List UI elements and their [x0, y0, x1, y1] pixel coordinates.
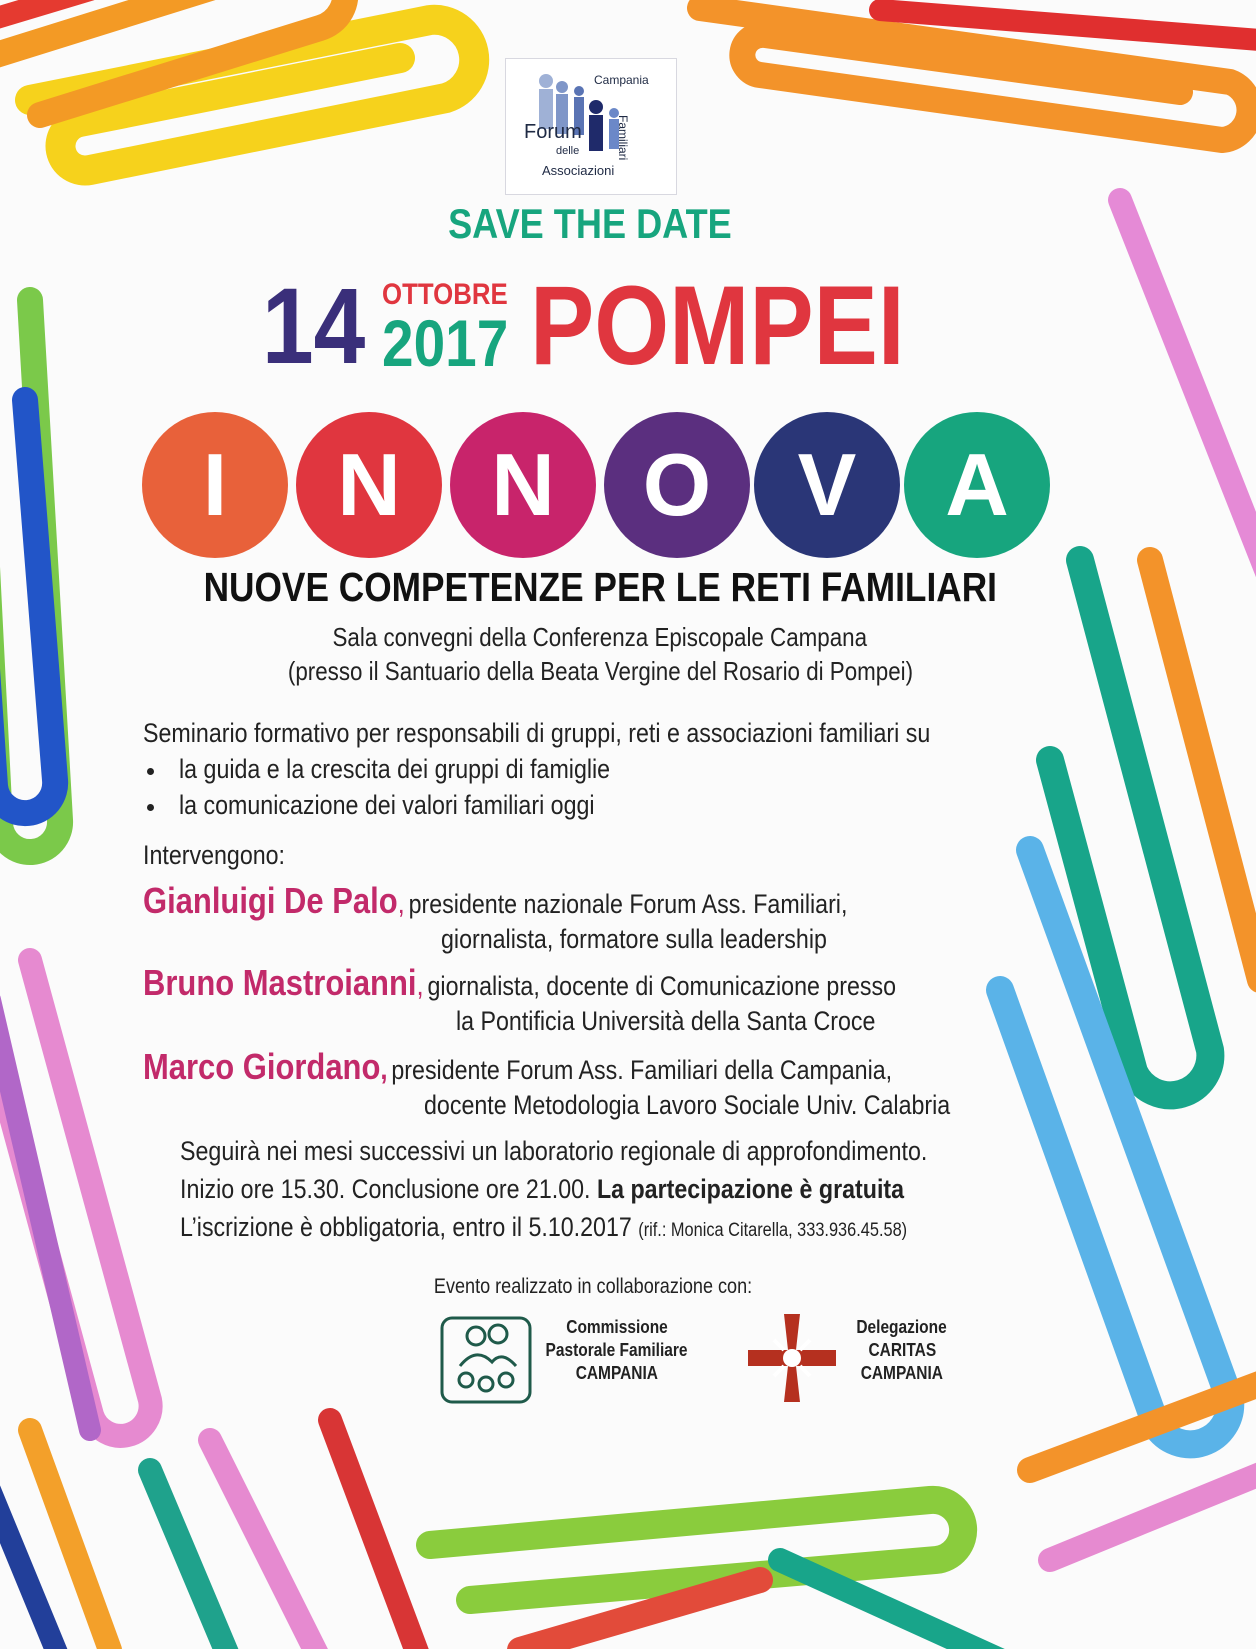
- contact-reference: (rif.: Monica Citarella, 333.936.45.58): [638, 1220, 908, 1241]
- seminar-intro: Seminario formativo per responsabili di gruppi, reti e associazioni familiari su: [143, 718, 931, 748]
- family-emblem-icon: [436, 1310, 536, 1410]
- org-commissione: Commissione Pastorale Familiare CAMPANIA: [546, 1317, 688, 1383]
- event-subtitle: NUOVE COMPETENZE PER LE RETI FAMILIARI: [203, 564, 997, 610]
- venue-line-2: (presso il Santuario della Beata Vergine del Rosario di Pompei): [287, 656, 913, 686]
- logo-familiari: Familiari: [616, 115, 630, 161]
- logo-campania: Campania: [594, 73, 649, 87]
- speaker-name: Marco Giordano: [143, 1046, 381, 1087]
- title-letter-circle: N: [296, 412, 442, 558]
- free-participation: La partecipazione è gratuita: [596, 1174, 905, 1204]
- title-letter-circle: V: [754, 412, 900, 558]
- speaker-entry: Marco Giordano, presidente Forum Ass. Familiari della Campania,: [143, 1046, 893, 1087]
- speaker-role: presidente nazionale Forum Ass. Familiari,: [408, 889, 848, 919]
- title-letter-circle: O: [604, 412, 750, 558]
- event-month: OTTOBRE: [382, 278, 508, 311]
- speaker-role-cont: docente Metodologia Lavoro Sociale Univ. Calabria: [424, 1090, 951, 1120]
- title-letter-circle: A: [904, 412, 1050, 558]
- save-the-date: SAVE THE DATE: [448, 200, 732, 247]
- title-letter-circle: I: [142, 412, 288, 558]
- speaker-name: Gianluigi De Palo: [143, 880, 398, 921]
- speaker-role: giornalista, docente di Comunicazione presso: [427, 971, 897, 1001]
- caritas-cross-icon: [744, 1310, 840, 1406]
- collaboration-heading: Evento realizzato in collaborazione con:: [433, 1275, 753, 1298]
- logo-associazioni: Associazioni: [542, 163, 615, 178]
- forum-logo: [505, 58, 677, 195]
- logo-forum: Forum: [524, 121, 582, 143]
- speaker-role-cont: giornalista, formatore sulla leadership: [441, 924, 827, 954]
- flyer-page: Campania Forum delle Associazioni Familiari SAVE THE DATE 14 OTTOBRE 2017 POMPEI I N N O V A NUOVE COMPETENZE PER LE RETI FAMILIARI Sala convegni della Conferenza Episcopale Campana (presso il Santuario della Beata Vergine del Rosario di Pompei) Seminario formativo per responsabili di gruppi, reti e associazioni familiari su la guida e la crescita dei gruppi di famiglie la comunicazione dei valori familiari oggi Intervengono: Gianluigi De Palo, presidente nazionale Forum Ass. Familiari, giornalista, formatore sulla leadership Bruno Mastroianni, giornalista, docente di Comunicazione presso la Pontificia Università della Santa Croce Marco Giordano, presidente Forum Ass. Familiari della Campania, docente Metodologia Lavoro Sociale Univ. Calabria Seguirà nei mesi successivi un laboratorio regionale di approfondimento. Inizio ore 15.30. Conclusione ore 21.00. La partecipazione è gratuita L’iscrizione è obbligatoria, entro il 5.10.2017 (rif.: Monica Citarella, 333.936.45.58) Evento realizzato in collaborazione con: Commissione Pastorale Familiare CAMPANIA Delegazione CARITAS CAMPANIA: [0, 0, 1256, 1649]
- speaker-name: Bruno Mastroianni: [143, 962, 417, 1003]
- speakers-heading: Intervengono:: [143, 840, 286, 870]
- speaker-entry: Bruno Mastroianni, giornalista, docente di Comunicazione presso: [143, 962, 897, 1003]
- bullet-dot: [147, 768, 154, 775]
- speaker-entry: Gianluigi De Palo, presidente nazionale Forum Ass. Familiari,: [143, 880, 848, 921]
- speaker-role: presidente Forum Ass. Familiari della Campania,: [391, 1055, 893, 1085]
- event-city: POMPEI: [530, 263, 905, 388]
- title-letter-circle: N: [450, 412, 596, 558]
- logo-delle: delle: [556, 145, 580, 157]
- footer-line-3: L’iscrizione è obbligatoria, entro il 5.10.2017 (rif.: Monica Citarella, 333.936.45.58): [180, 1212, 908, 1242]
- org-caritas: Delegazione CARITAS CAMPANIA: [856, 1317, 948, 1383]
- footer-line-1: Seguirà nei mesi successivi un laboratorio regionale di approfondimento.: [180, 1136, 928, 1166]
- speaker-role-cont: la Pontificia Università della Santa Croce: [456, 1006, 876, 1036]
- event-day: 14: [262, 265, 366, 386]
- bullet-dot: [147, 804, 154, 811]
- venue-line-1: Sala convegni della Conferenza Episcopale Campana: [332, 622, 868, 652]
- event-year: 2017: [382, 306, 509, 380]
- footer-line-2: Inizio ore 15.30. Conclusione ore 21.00. La partecipazione è gratuita: [180, 1174, 905, 1204]
